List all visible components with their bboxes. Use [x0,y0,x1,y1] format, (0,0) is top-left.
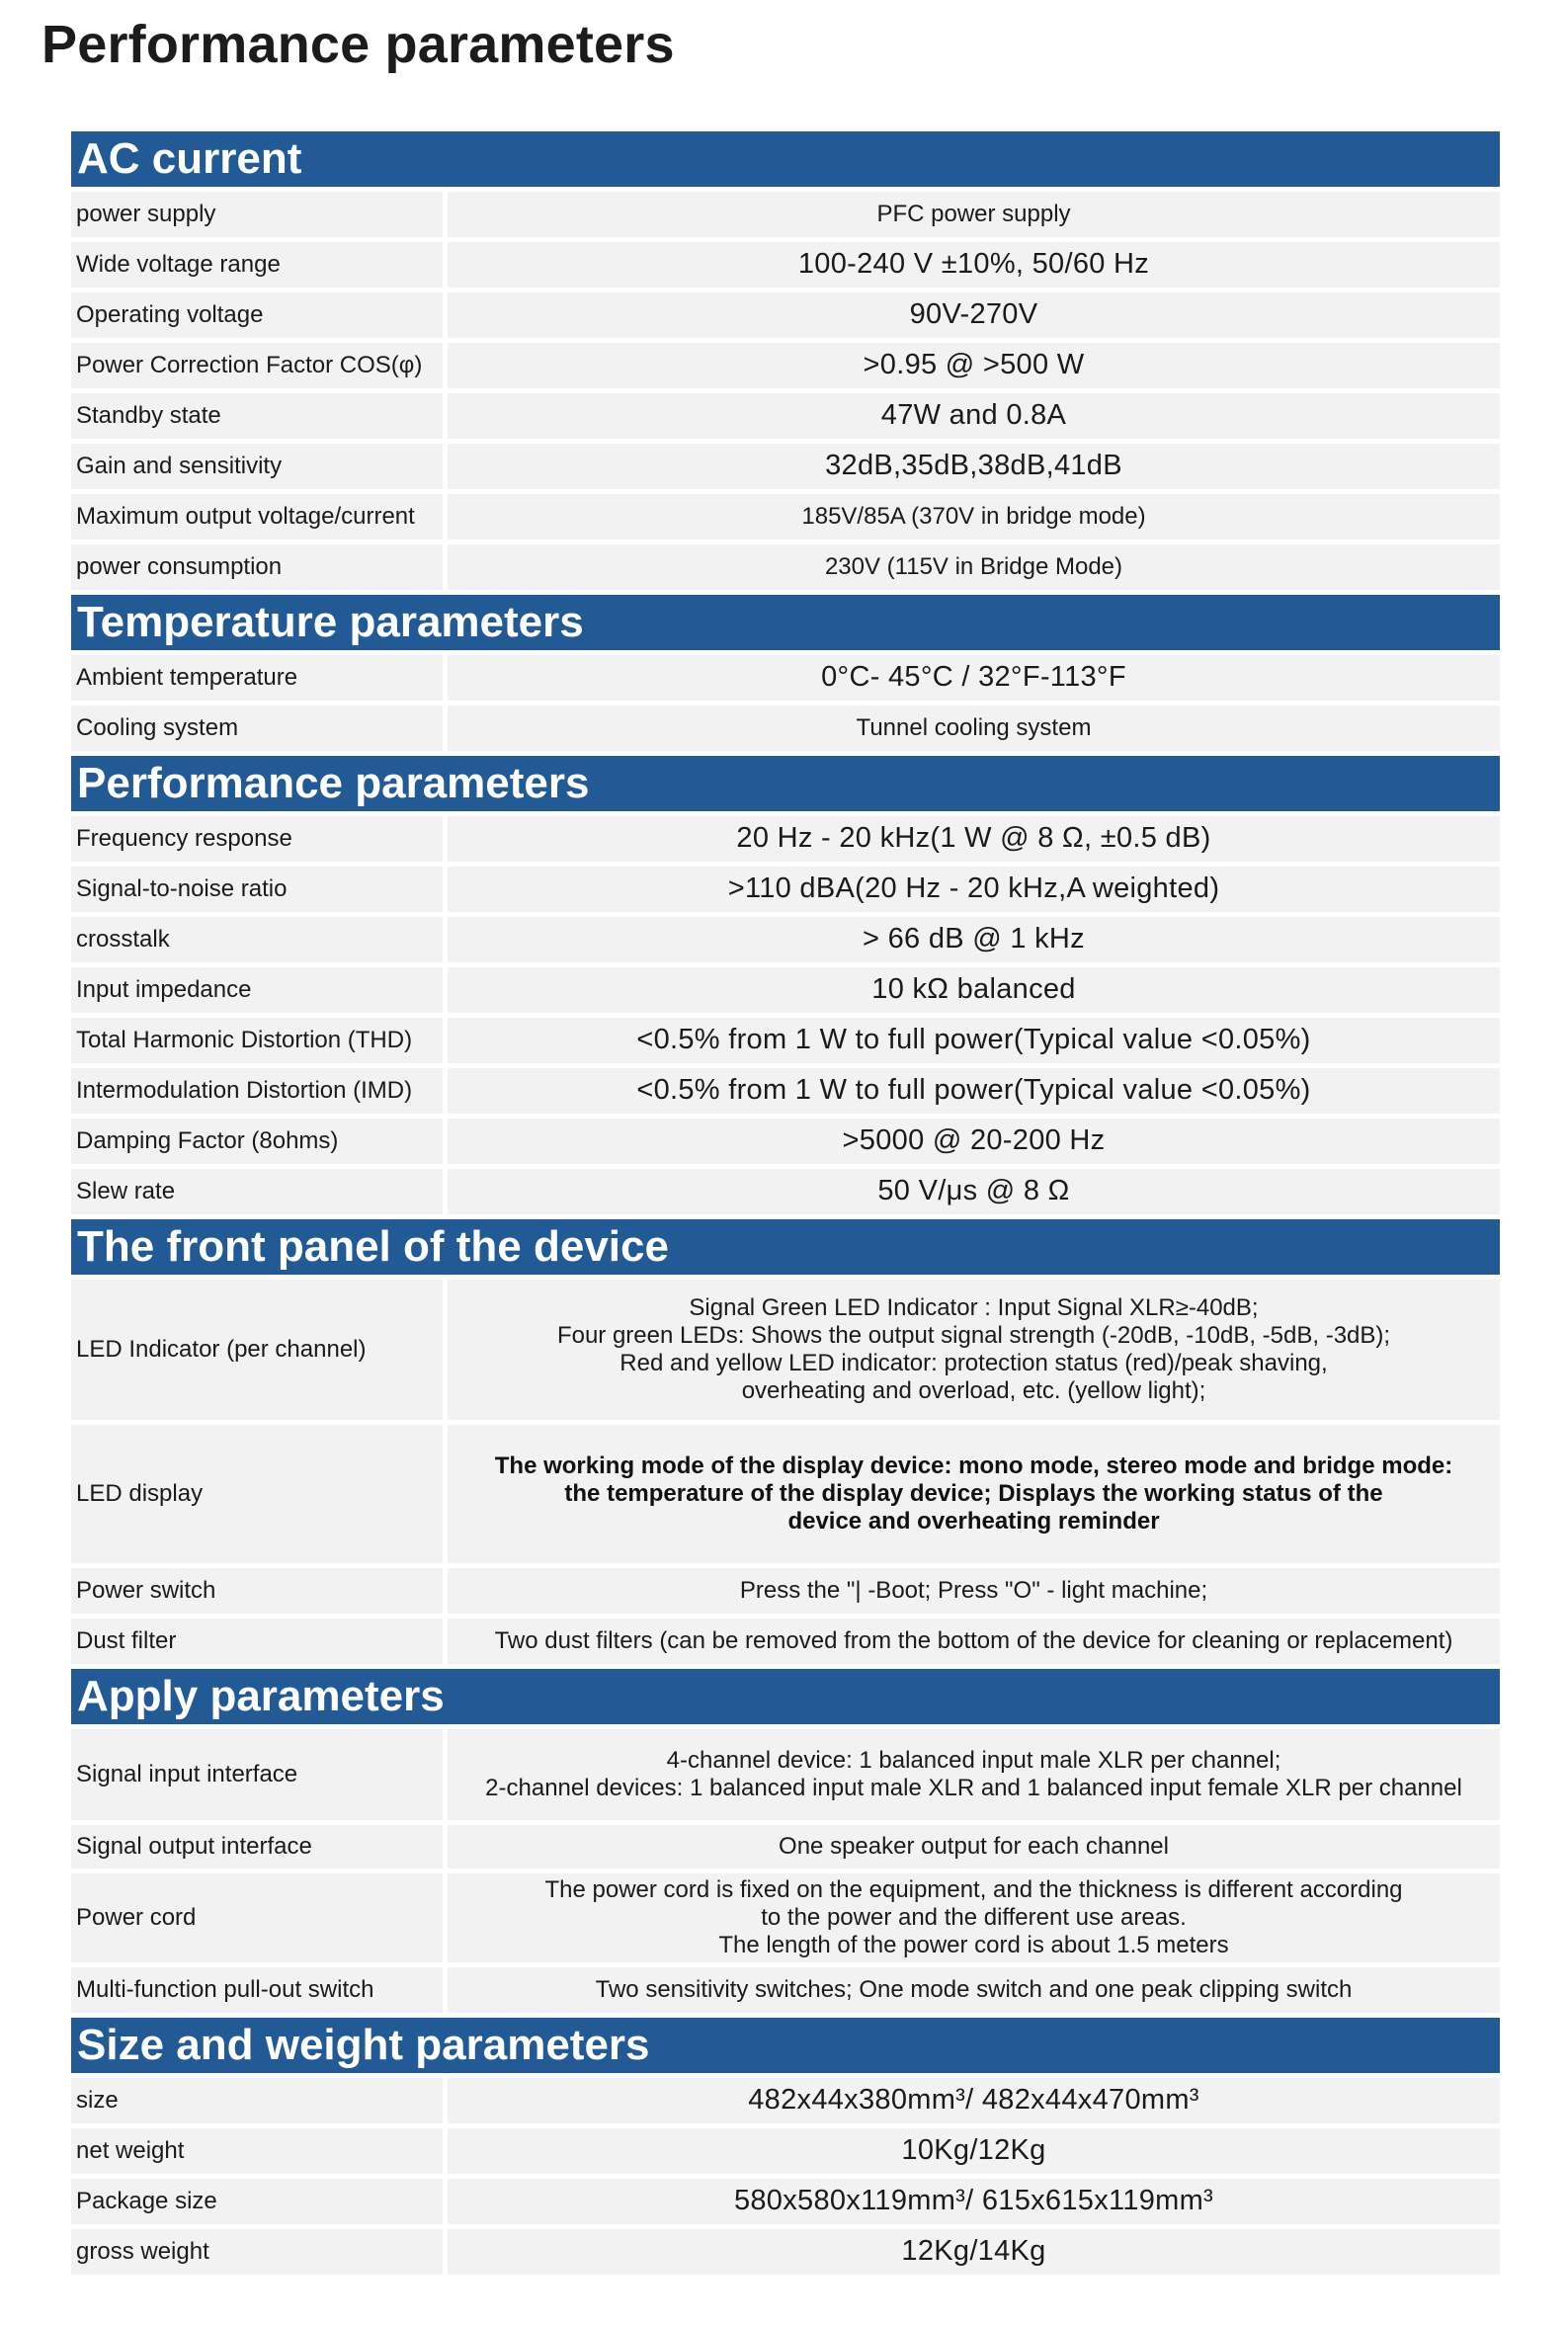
spec-row-operating-voltage [71,292,1500,338]
spec-label: Operating voltage [71,292,443,338]
section-header-performance: Performance parameters [71,756,1500,811]
spec-row-crosstalk [71,917,1500,962]
section-rows-size-weight [71,2078,1500,2275]
spec-row-snr [71,867,1500,912]
spec-table [71,128,1500,2280]
spec-label: Total Harmonic Distortion (THD) [71,1018,443,1063]
spec-label: Slew rate [71,1169,443,1214]
spec-label: LED display [71,1425,443,1563]
spec-row-signal-input [71,1729,1500,1820]
spec-label: LED Indicator (per channel) [71,1280,443,1420]
spec-value: 32dB,35dB,38dB,41dB [448,444,1500,489]
page-title: Performance parameters [41,15,675,74]
spec-label: Intermodulation Distortion (IMD) [71,1068,443,1114]
spec-row-led-display [71,1425,1500,1563]
spec-row-power-cord [71,1873,1500,1962]
spec-value: The power cord is fixed on the equipment, and the thickness is different according to the power and the different use areas. The length of the power cord is about 1.5 meters [448,1873,1500,1962]
spec-label: Signal output interface [71,1825,443,1869]
spec-label: Damping Factor (8ohms) [71,1119,443,1164]
section-header-temperature: Temperature parameters [71,595,1500,650]
spec-value: 90V-270V [448,292,1500,338]
spec-value: Two sensitivity switches; One mode switch and one peak clipping switch [448,1967,1500,2013]
spec-value: Signal Green LED Indicator : Input Signal XLR≥-40dB; Four green LEDs: Shows the output signal strength (-20dB, -10dB, -5dB, -3dB); Red and yellow LED indicator: protection status (red)/peak shaving, overheating and overload, etc. (yellow light); [448,1280,1500,1420]
spec-label: Maximum output voltage/current [71,494,443,540]
section-header-ac-current: AC current [71,131,1500,187]
spec-label: crosstalk [71,917,443,962]
spec-row-thd [71,1018,1500,1063]
spec-label: power consumption [71,544,443,590]
spec-row-size [71,2078,1500,2123]
spec-value: 580x580x119mm³/ 615x615x119mm³ [448,2179,1500,2224]
spec-row-imd [71,1068,1500,1114]
spec-value: 10 kΩ balanced [448,967,1500,1013]
spec-value: 50 V/μs @ 8 Ω [448,1169,1500,1214]
spec-value: <0.5% from 1 W to full power(Typical value <0.05%) [448,1068,1500,1114]
spec-value: 230V (115V in Bridge Mode) [448,544,1500,590]
spec-label: Signal-to-noise ratio [71,867,443,912]
spec-value: One speaker output for each channel [448,1825,1500,1869]
spec-value: 185V/85A (370V in bridge mode) [448,494,1500,540]
section-rows-performance [71,816,1500,1214]
spec-row-dust-filter [71,1619,1500,1664]
spec-label: Frequency response [71,816,443,862]
spec-label: Multi-function pull-out switch [71,1967,443,2013]
section-rows-front-panel [71,1280,1500,1664]
spec-value: Two dust filters (can be removed from the bottom of the device for cleaning or replacement) [448,1619,1500,1664]
spec-label: power supply [71,192,443,237]
spec-row-damping-factor [71,1119,1500,1164]
spec-value: 20 Hz - 20 kHz(1 W @ 8 Ω, ±0.5 dB) [448,816,1500,862]
spec-label: Power Correction Factor COS(φ) [71,343,443,388]
spec-row-net-weight [71,2128,1500,2174]
spec-label: Package size [71,2179,443,2224]
spec-value: 0°C- 45°C / 32°F-113°F [448,655,1500,701]
spec-label: Power switch [71,1568,443,1614]
spec-label: net weight [71,2128,443,2174]
spec-value: <0.5% from 1 W to full power(Typical value <0.05%) [448,1018,1500,1063]
spec-label: Power cord [71,1873,443,1962]
spec-label: gross weight [71,2229,443,2275]
spec-value: > 66 dB @ 1 kHz [448,917,1500,962]
spec-value: PFC power supply [448,192,1500,237]
spec-row-pullout-switch [71,1967,1500,2013]
spec-row-power-supply [71,192,1500,237]
section-rows-ac-current [71,192,1500,590]
spec-row-power-correction-factor [71,343,1500,388]
spec-value: >110 dBA(20 Hz - 20 kHz,A weighted) [448,867,1500,912]
spec-value: 12Kg/14Kg [448,2229,1500,2275]
spec-row-power-consumption [71,544,1500,590]
spec-row-slew-rate [71,1169,1500,1214]
spec-value: 47W and 0.8A [448,393,1500,439]
spec-value: 10Kg/12Kg [448,2128,1500,2174]
spec-row-package-size [71,2179,1500,2224]
spec-row-gain-sensitivity [71,444,1500,489]
spec-row-signal-output [71,1825,1500,1869]
spec-label: Input impedance [71,967,443,1013]
spec-label: Standby state [71,393,443,439]
spec-row-gross-weight [71,2229,1500,2275]
spec-row-standby-state [71,393,1500,439]
section-rows-apply [71,1729,1500,2013]
section-header-size-weight: Size and weight parameters [71,2018,1500,2073]
spec-label: Wide voltage range [71,242,443,288]
spec-value: Tunnel cooling system [448,706,1500,751]
section-header-front-panel: The front panel of the device [71,1219,1500,1275]
spec-row-max-output [71,494,1500,540]
spec-row-input-impedance [71,967,1500,1013]
spec-value: 100-240 V ±10%, 50/60 Hz [448,242,1500,288]
spec-label: Signal input interface [71,1729,443,1820]
spec-value: >0.95 @ >500 W [448,343,1500,388]
spec-row-frequency-response [71,816,1500,862]
spec-row-power-switch [71,1568,1500,1614]
spec-row-wide-voltage-range [71,242,1500,288]
spec-label: size [71,2078,443,2123]
spec-label: Cooling system [71,706,443,751]
spec-label: Ambient temperature [71,655,443,701]
spec-value: 482x44x380mm³/ 482x44x470mm³ [448,2078,1500,2123]
spec-label: Dust filter [71,1619,443,1664]
spec-label: Gain and sensitivity [71,444,443,489]
spec-row-led-indicator [71,1280,1500,1420]
spec-row-cooling-system [71,706,1500,751]
section-header-apply: Apply parameters [71,1669,1500,1724]
spec-value: Press the "| -Boot; Press "O" - light machine; [448,1568,1500,1614]
spec-row-ambient-temperature [71,655,1500,701]
section-rows-temperature [71,655,1500,751]
spec-value: The working mode of the display device: mono mode, stereo mode and bridge mode: the temperature of the display device; Displays the working status of the device and overheating reminder [448,1425,1500,1563]
spec-value: 4-channel device: 1 balanced input male XLR per channel; 2-channel devices: 1 balanced input male XLR and 1 balanced input female XLR per channel [448,1729,1500,1820]
spec-value: >5000 @ 20-200 Hz [448,1119,1500,1164]
